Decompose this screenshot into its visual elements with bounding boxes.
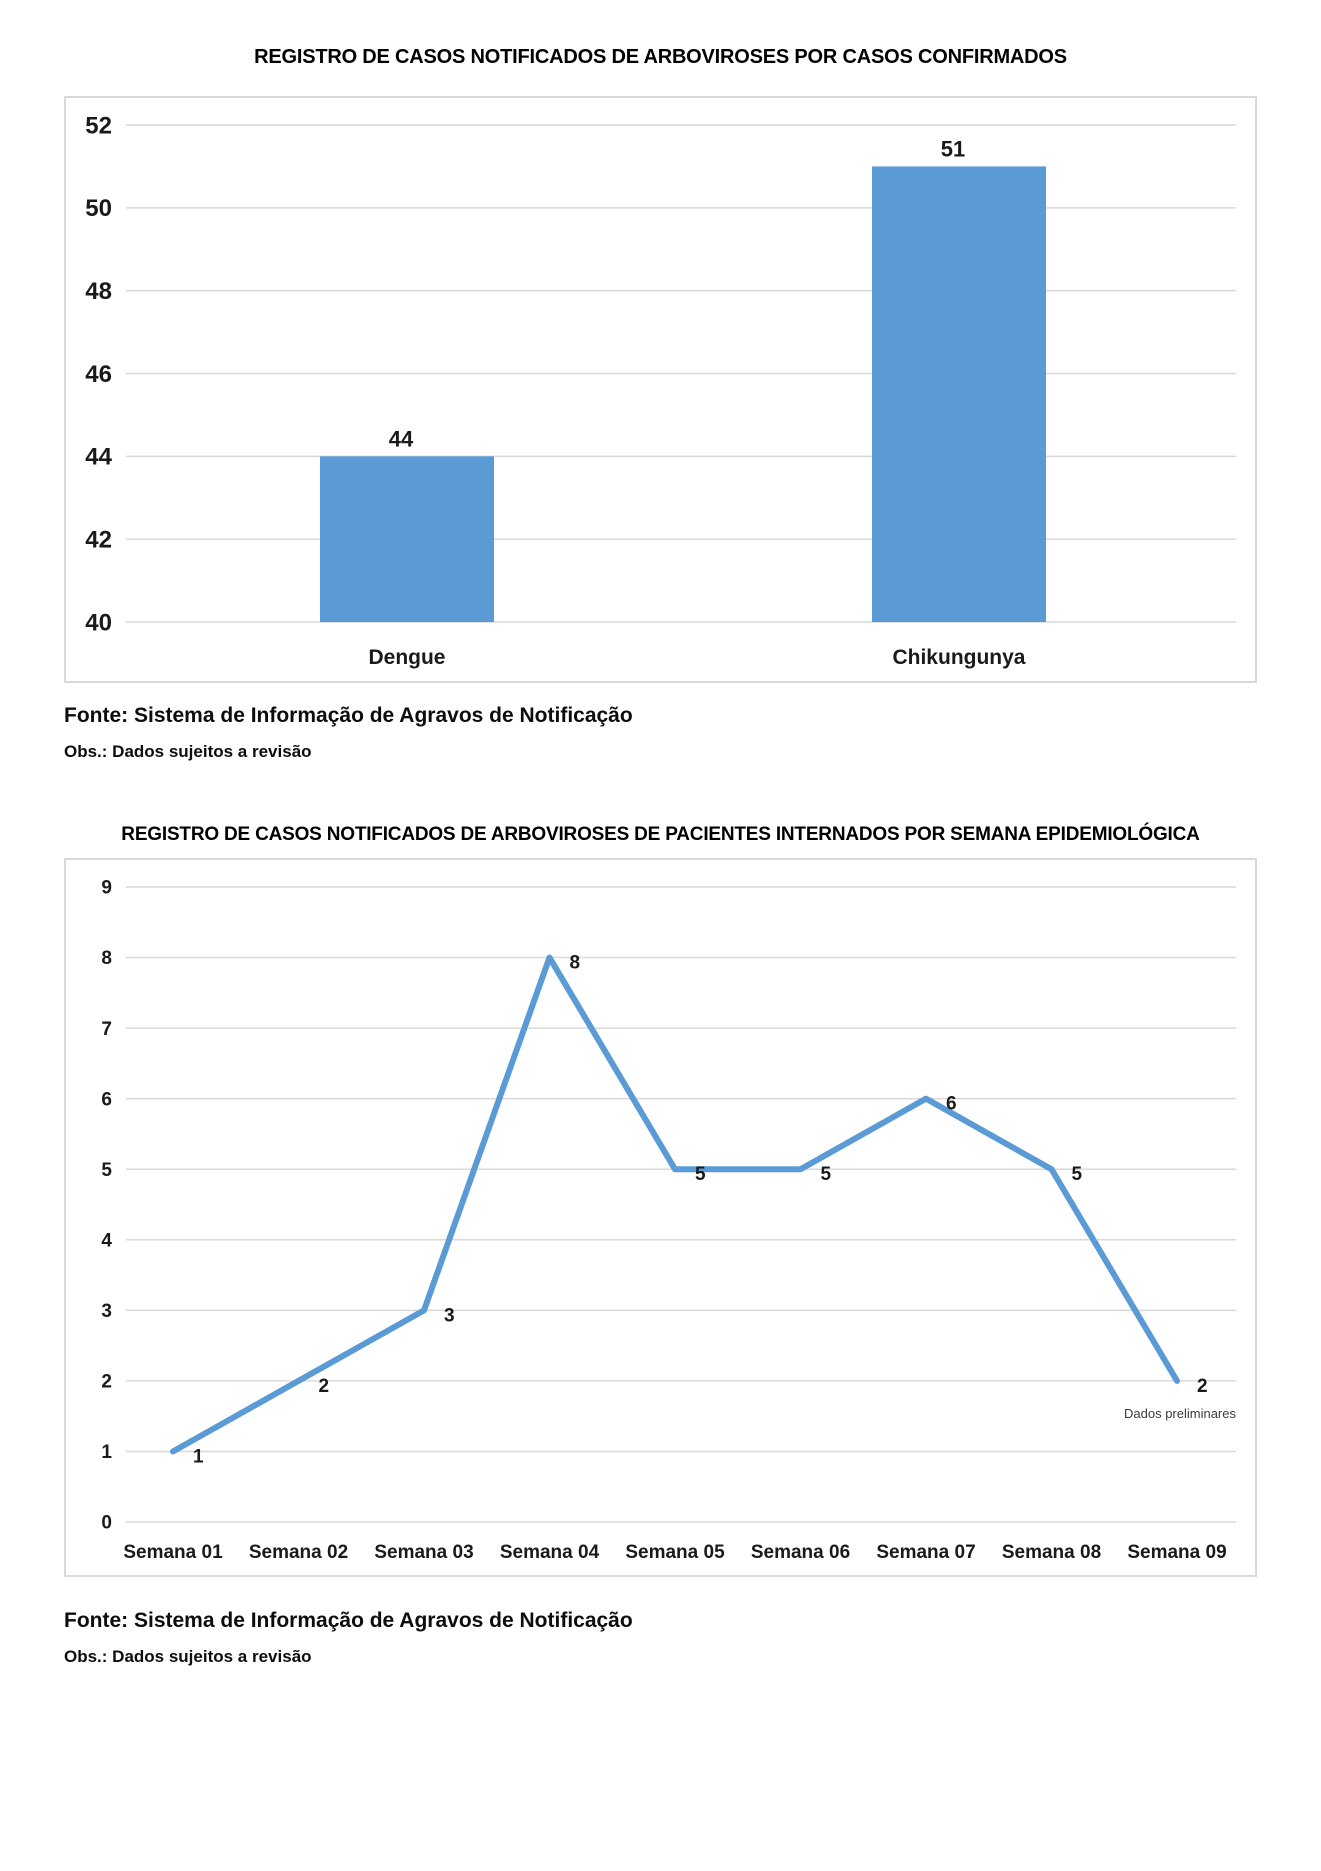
y-axis-tick-label: 6 (101, 1089, 112, 1111)
y-axis-tick-label: 0 (101, 1512, 112, 1534)
x-axis-category-label: Semana 07 (876, 1542, 976, 1563)
bar-value-label: 51 (940, 136, 966, 162)
point-value-label: 2 (318, 1375, 330, 1397)
x-axis-category-label: Semana 03 (374, 1542, 474, 1563)
y-axis-tick-label: 8 (101, 948, 112, 970)
point-value-label: 2 (1197, 1375, 1208, 1397)
y-axis-tick-label: 50 (85, 195, 112, 223)
point-value-label: 8 (569, 952, 581, 974)
line-chart-title: REGISTRO DE CASOS NOTIFICADOS DE ARBOVIROSES DE PACIENTES INTERNADOS POR SEMANA EPIDEMIOLÓGICA (121, 824, 1200, 845)
y-axis-tick-label: 2 (101, 1371, 112, 1393)
bar-chart-canvas (66, 98, 1255, 681)
y-axis-tick-label: 5 (101, 1159, 112, 1181)
y-axis-tick-label: 44 (85, 443, 112, 471)
source-note-bar-chart: Fonte: Sistema de Informação de Agravos de Notificação (64, 704, 633, 727)
y-axis-tick-label: 42 (85, 526, 112, 554)
line-chart-plot-area (64, 858, 1257, 1577)
bar-chikungunya (872, 166, 1046, 622)
x-axis-category-label: Semana 05 (625, 1542, 725, 1563)
y-axis-tick-label: 3 (101, 1300, 112, 1322)
point-value-label: 6 (946, 1093, 957, 1115)
y-axis-tick-label: 48 (85, 278, 112, 306)
y-axis-tick-label: 1 (101, 1442, 112, 1464)
y-axis-tick-label: 46 (85, 360, 112, 388)
x-axis-category-label: Semana 01 (123, 1542, 223, 1563)
x-axis-category-label: Semana 04 (499, 1542, 600, 1563)
y-axis-tick-label: 40 (85, 609, 112, 637)
point-value-label: 3 (444, 1305, 455, 1327)
x-axis-category-label: Semana 06 (750, 1542, 851, 1563)
y-axis-tick-label: 52 (85, 112, 112, 140)
bar-value-label: 44 (388, 426, 414, 452)
x-axis-category-label: Chikungunya (892, 646, 1026, 669)
obs-note-bar-chart: Obs.: Dados sujeitos a revisão (64, 742, 312, 761)
point-value-label: 1 (193, 1446, 204, 1468)
bar-chart-plot-area (64, 96, 1257, 683)
point-value-label: 5 (695, 1164, 706, 1186)
point-value-label: 5 (1071, 1164, 1083, 1186)
line-chart-canvas (66, 860, 1255, 1575)
x-axis-category-label: Semana 09 (1127, 1542, 1227, 1563)
y-axis-tick-label: 9 (101, 877, 112, 899)
annotation-dados-preliminares: Dados preliminares (1124, 1406, 1236, 1421)
y-axis-tick-label: 7 (101, 1018, 112, 1040)
x-axis-category-label: Semana 08 (1001, 1542, 1102, 1563)
obs-note-line-chart: Obs.: Dados sujeitos a revisão (64, 1647, 312, 1666)
bar-dengue (320, 456, 494, 622)
x-axis-category-label: Dengue (368, 646, 446, 669)
point-value-label: 5 (820, 1164, 832, 1186)
bar-chart-title: REGISTRO DE CASOS NOTIFICADOS DE ARBOVIROSES POR CASOS CONFIRMADOS (254, 46, 1067, 68)
x-axis-category-label: Semana 02 (248, 1542, 349, 1563)
source-note-line-chart: Fonte: Sistema de Informação de Agravos de Notificação (64, 1609, 633, 1632)
y-axis-tick-label: 4 (101, 1230, 112, 1252)
